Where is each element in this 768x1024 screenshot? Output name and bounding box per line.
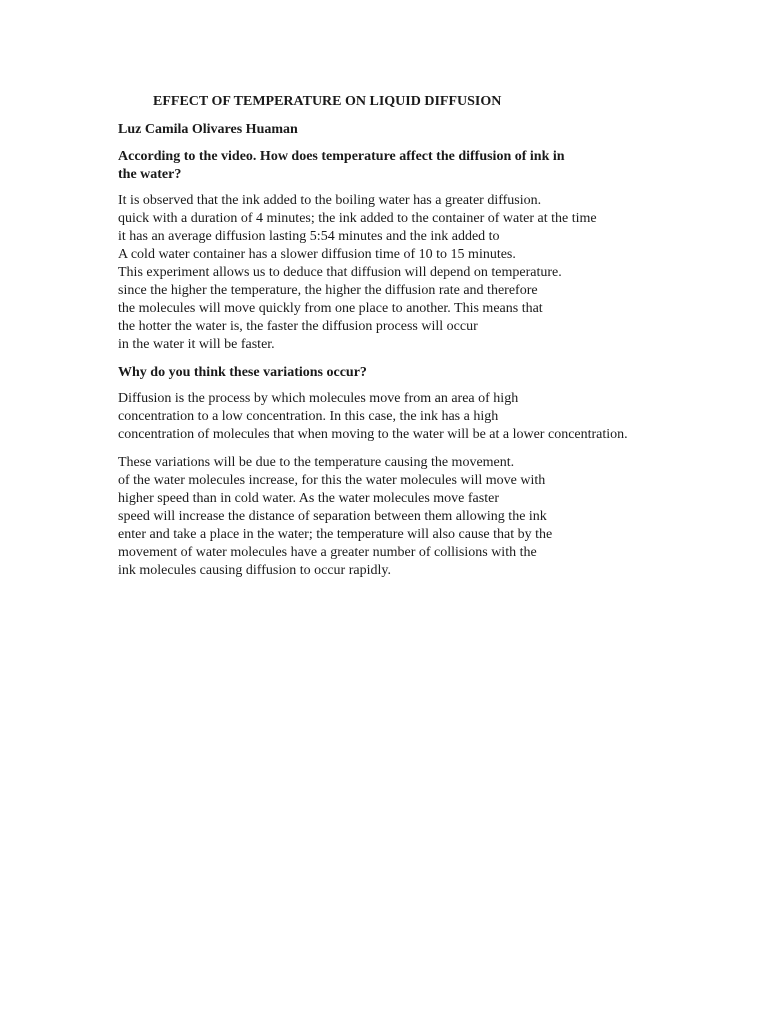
text-line: the hotter the water is, the faster the diffusion process will occur	[118, 319, 478, 334]
text-line: A cold water container has a slower diffusion time of 10 to 15 minutes.	[118, 247, 516, 262]
answer-1-paragraph	[118, 192, 678, 354]
text-line: it has an average diffusion lasting 5:54 minutes and the ink added to	[118, 229, 500, 244]
text-line: concentration of molecules that when moving to the water will be at a lower concentration.	[118, 427, 628, 442]
answer-2b-paragraph	[118, 454, 678, 580]
text-line: of the water molecules increase, for this the water molecules will move with	[118, 473, 546, 488]
text-line: in the water it will be faster.	[118, 337, 275, 352]
text-line: quick with a duration of 4 minutes; the ink added to the container of water at the time	[118, 211, 597, 226]
text-line: concentration to a low concentration. In this case, the ink has a high	[118, 409, 499, 424]
text-line: speed will increase the distance of separation between them allowing the ink	[118, 509, 547, 524]
text-line: This experiment allows us to deduce that diffusion will depend on temperature.	[118, 265, 562, 280]
question-1-line: According to the video. How does temperature affect the diffusion of ink in	[118, 149, 565, 164]
text-line: movement of water molecules have a greater number of collisions with the	[118, 545, 537, 560]
text-line: the molecules will move quickly from one place to another. This means that	[118, 301, 543, 316]
text-line: enter and take a place in the water; the temperature will also cause that by the	[118, 527, 553, 542]
text-line: ink molecules causing diffusion to occur rapidly.	[118, 563, 391, 578]
text-line: higher speed than in cold water. As the water molecules move faster	[118, 491, 499, 506]
document-body	[118, 92, 678, 590]
text-line: It is observed that the ink added to the boiling water has a greater diffusion.	[118, 193, 542, 208]
text-line: These variations will be due to the temperature causing the movement.	[118, 455, 515, 470]
answer-2a-paragraph	[118, 390, 678, 444]
question-1-line: the water?	[118, 167, 182, 182]
text-line: since the higher the temperature, the higher the diffusion rate and therefore	[118, 283, 538, 298]
question-2: Why do you think these variations occur?	[118, 365, 367, 380]
question-1	[118, 148, 678, 184]
text-line: Diffusion is the process by which molecules move from an area of high	[118, 391, 519, 406]
author-name: Luz Camila Olivares Huaman	[118, 122, 298, 137]
document-title: EFFECT OF TEMPERATURE ON LIQUID DIFFUSION	[153, 94, 502, 109]
